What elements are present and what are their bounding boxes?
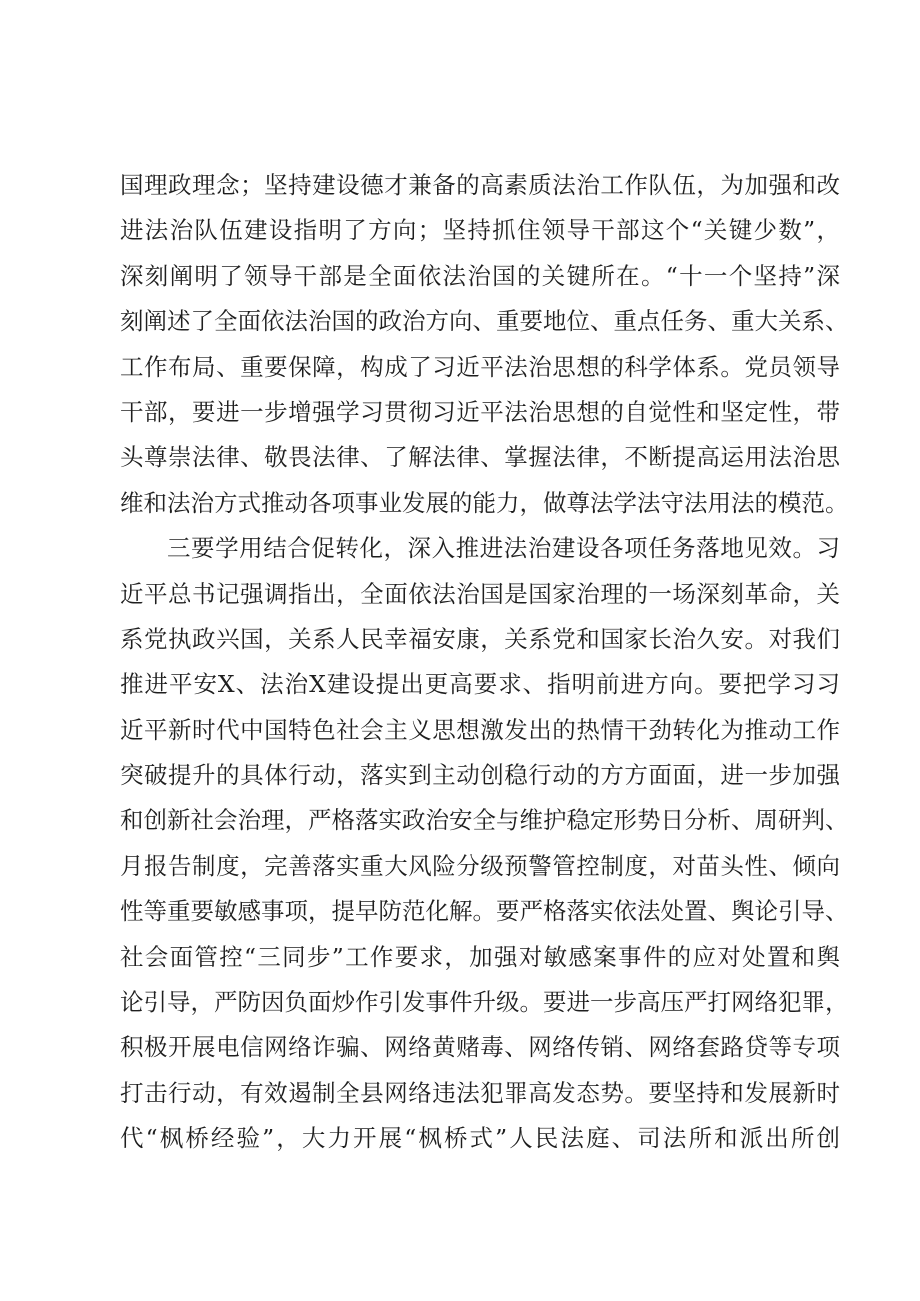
text-line: 进法治队伍建设指明了方向；坚持抓住领导干部这个“关键少数”， (120, 216, 840, 245)
text-line: 维和法治方式推动各项事业发展的能力，做尊法学法守法用法的模范。 (120, 488, 849, 517)
text-line: 打击行动，有效遏制全县网络违法犯罪高发态势。要坚持和发展新时 (120, 1078, 840, 1107)
text-line: 代“枫桥经验”，大力开展“枫桥式”人民法庭、司法所和派出所创 (120, 1124, 840, 1153)
paragraph-first-line: 三要学用结合促转化，深入推进法治建设各项任务落地见效。习 (167, 534, 840, 563)
text-line: 月报告制度，完善落实重大风险分级预警管控制度，对苗头性、倾向 (120, 851, 840, 880)
text-line: 和创新社会治理，严格落实政治安全与维护稳定形势日分析、周研判、 (120, 806, 849, 835)
body-text (120, 163, 849, 1162)
text-line: 深刻阐明了领导干部是全面依法治国的关键所在。“十一个坚持”深 (120, 261, 840, 290)
text-line: 推进平安X、法治X建设提出更高要求、指明前进方向。要把学习习 (120, 670, 840, 699)
text-line: 社会面管控“三同步”工作要求，加强对敏感案事件的应对处置和舆 (120, 942, 840, 971)
text-line: 论引导，严防因负面炒作引发事件升级。要进一步高压严打网络犯罪， (120, 988, 849, 1017)
text-line: 头尊崇法律、敬畏法律、了解法律、掌握法律，不断提高运用法治思 (120, 443, 840, 472)
text-line: 刻阐述了全面依法治国的政治方向、重要地位、重点任务、重大关系、 (120, 307, 849, 336)
text-line: 国理政理念；坚持建设德才兼备的高素质法治工作队伍，为加强和改 (120, 171, 840, 199)
text-line: 近平新时代中国特色社会主义思想激发出的热情干劲转化为推动工作 (120, 715, 840, 744)
text-line: 干部，要进一步增强学习贯彻习近平法治思想的自觉性和坚定性，带 (120, 397, 840, 426)
text-line: 性等重要敏感事项，提早防范化解。要严格落实依法处置、舆论引导、 (120, 897, 849, 926)
text-line: 积极开展电信网络诈骗、网络黄赌毒、网络传销、网络套路贷等专项 (120, 1033, 840, 1062)
text-line: 突破提升的具体行动，落实到主动创稳行动的方方面面，进一步加强 (120, 761, 840, 790)
text-line: 近平总书记强调指出，全面依法治国是国家治理的一场深刻革命，关 (120, 579, 840, 608)
text-line: 工作布局、重要保障，构成了习近平法治思想的科学体系。党员领导 (120, 352, 840, 381)
text-line: 系党执政兴国，关系人民幸福安康，关系党和国家长治久安。对我们 (120, 624, 840, 653)
